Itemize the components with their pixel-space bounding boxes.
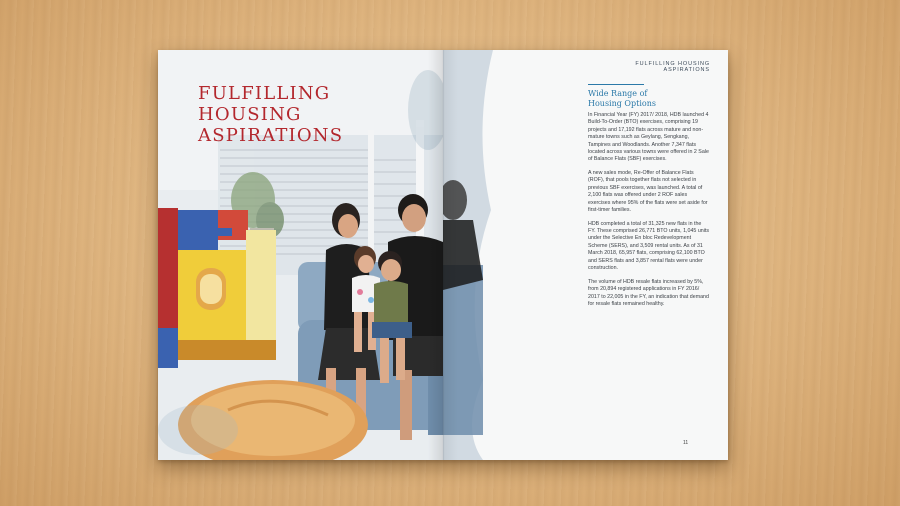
- section-rule: [588, 84, 644, 85]
- body-text: [588, 112, 710, 315]
- title-line-2: ASPIRATIONS: [198, 125, 344, 146]
- paragraph-1: In Financial Year (FY) 2017/ 2018, HDB launched 4 Build-To-Order (BTO) exercises, comprising 19 projects and 17,192 flats across mature and non-mature towns such as Geylang, Sengkang, Tampines and Woodlands. Another 7,347 flats located across various towns were offered in 2 Sale of Balance Flats (SBF) exercises.: [588, 112, 709, 163]
- toy-playhouse: [158, 208, 276, 368]
- paragraph-2: A new sales mode, Re-Offer of Balance Flats (ROF), that pools together flats not selected in previous SBF exercises, was launched. A total of 2,100 flats was offered under 2 ROF sales exercises where 95% of the flats were set aside for first-timer families.: [588, 170, 708, 214]
- running-head: FULFILLING HOUSING ASPIRATIONS: [635, 61, 710, 73]
- title-line-1: FULFILLING HOUSING: [198, 83, 331, 125]
- page-title: [198, 83, 438, 146]
- section-heading-line-2: Housing Options: [588, 99, 656, 108]
- section-heading-line-1: Wide Range of: [588, 89, 648, 98]
- paragraph-3: HDB completed a total of 31,325 new flats in the FY. These comprised 26,771 BTO units, 1,045 units under the Selective En bloc Redevelopment Scheme (SERS), and 3,509 rental units. As of 31 March 2018, 65,957 flats, comprising 62,100 BTO and SERS flats and 3,857 rental flats were under construction.: [588, 220, 710, 272]
- paragraph-4: The volume of HDB resale flats increased by 5%, from 20,894 registered applications in FY 2016/ 2017 to 22,005 in the FY, an indication that demand for resale flats remained healthy.: [588, 278, 709, 307]
- section-heading: [588, 89, 708, 109]
- page-number: 11: [683, 440, 689, 446]
